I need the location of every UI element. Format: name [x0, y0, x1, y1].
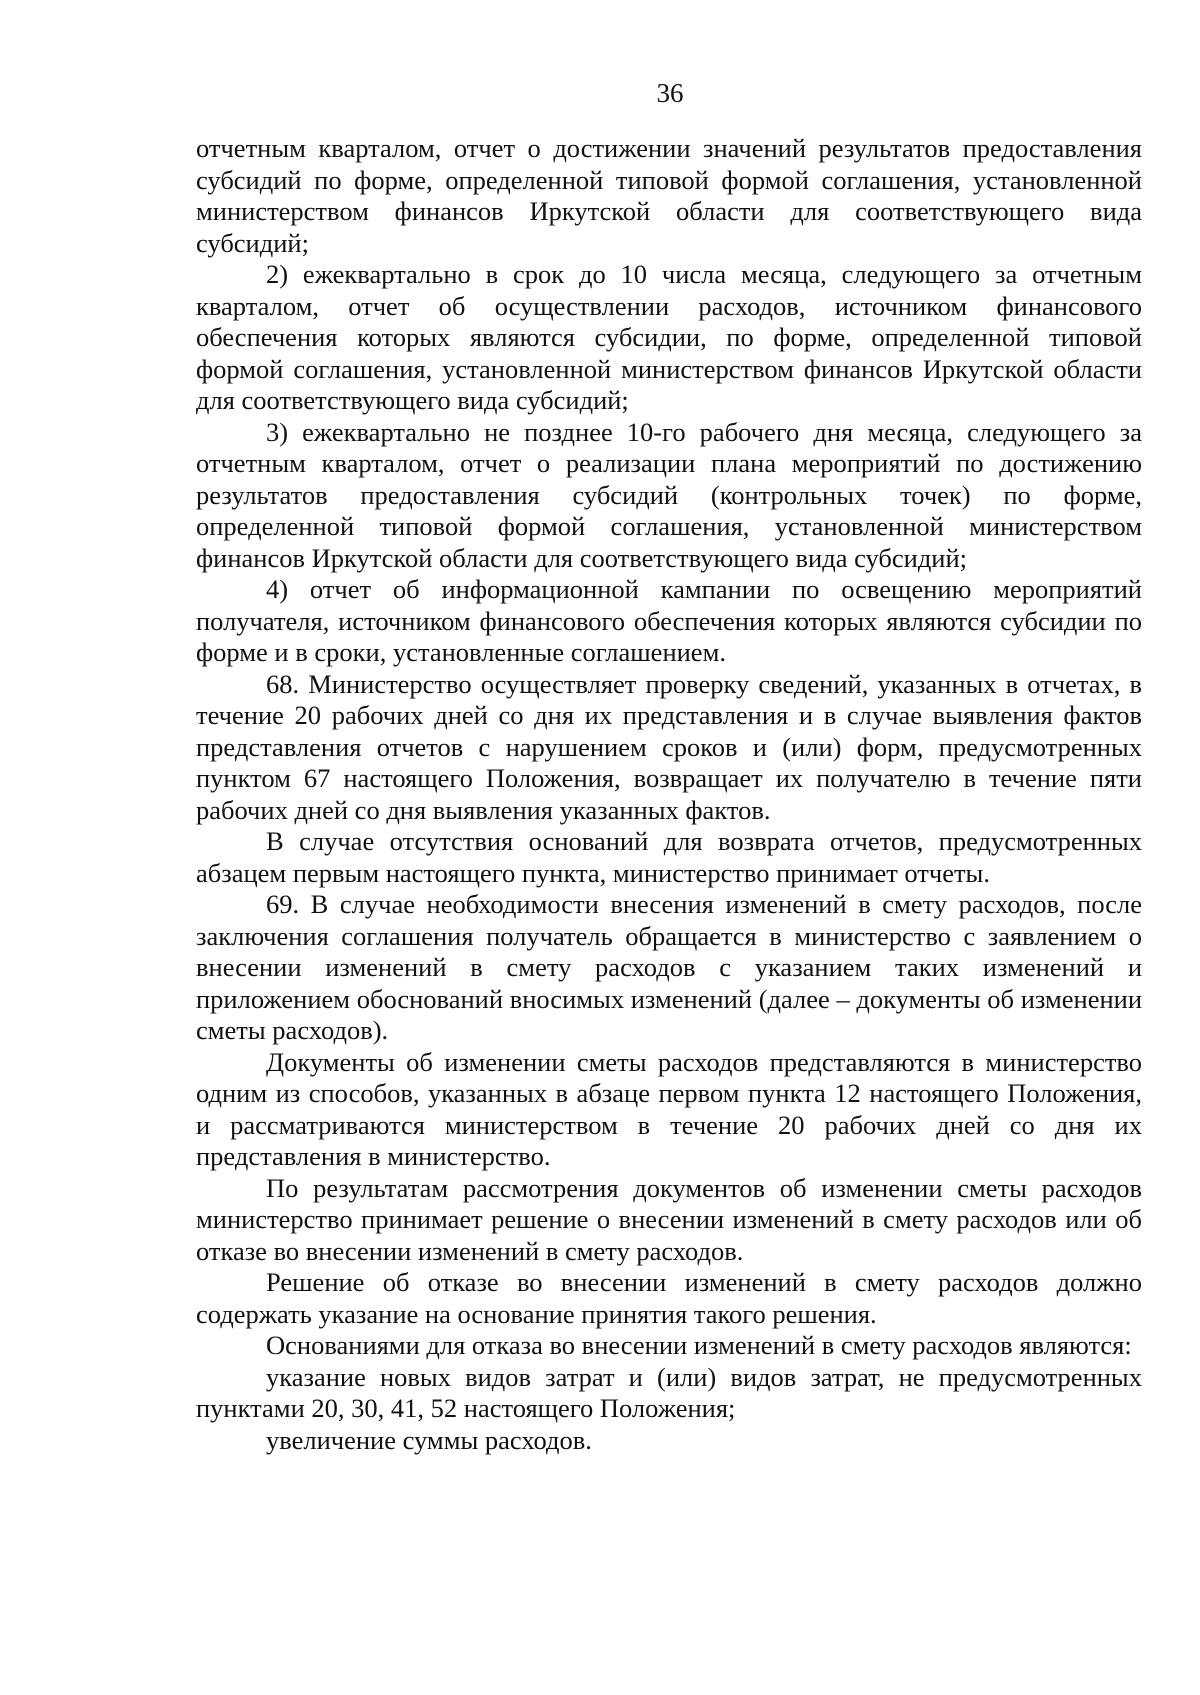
paragraph-review-results: По результатам рассмотрения документов об изменении сметы расходов министерство принимает решение о внесении изменений в смету расходов или об отказе во внесении изменений в смету расходов.	[196, 1172, 1142, 1266]
paragraph-refusal-decision: Решение об отказе во внесении изменений в смету расходов должно содержать указание на основание принятия такого решения.	[196, 1267, 1142, 1329]
paragraph-item-2: 2) ежеквартально в срок до 10 числа месяца, следующего за отчетным кварталом, отчет об осуществлении расходов, источником финансового обеспечения которых являются субсидии, по форме, определенной типовой формой соглашения, установленной министерством финансов Иркутской области для соответствующего вида субсидий;	[196, 259, 1142, 415]
paragraph-documents-review: Документы об изменении сметы расходов представляются в министерство одним из способов, указанных в абзаце первом пункта 12 настоящего Положения, и рассматриваются министерством в течение 20 рабочих дней со дня их представления в министерство.	[196, 1046, 1142, 1171]
paragraph-clause-69: 69. В случае необходимости внесения изменений в смету расходов, после заключения соглашения получатель обращается в министерство с заявлением о внесении изменений в смету расходов с указанием таких изменений и приложением обоснований вносимых изменений (далее – документы об изменении сметы расходов).	[196, 889, 1142, 1045]
paragraph-ground-increase: увеличение суммы расходов.	[266, 1424, 592, 1455]
paragraph-item-4: 4) отчет об информационной кампании по освещению мероприятий получателя, источником финансового обеспечения которых являются субсидии по форме и в сроки, установленные соглашением.	[196, 574, 1142, 667]
paragraph-continuation: отчетным кварталом, отчет о достижении значений результатов предоставления субсидий по форме, определенной типовой формой соглашения, установленной министерством финансов Иркутской области для соответствующего вида субсидий;	[196, 133, 1142, 258]
paragraph-clause-68: 68. Министерство осуществляет проверку сведений, указанных в отчетах, в течение 20 рабочих дней со дня их представления и в случае выявления фактов представления отчетов с нарушением сроков и (или) форм, предусмотренных пунктом 67 настоящего Положения, возвращает их получателю в течение пяти рабочих дней со дня выявления указанных фактов.	[196, 668, 1142, 825]
paragraph-item-3: 3) ежеквартально не позднее 10-го рабочего дня месяца, следующего за отчетным кварталом, отчет о реализации плана мероприятий по достижению результатов предоставления субсидий (контрольных точек) по форме, определенной типовой формой соглашения, установленной министерством финансов Иркутской области для соответствующего вида субсидий;	[196, 416, 1142, 573]
document-body	[196, 133, 1142, 1456]
page-number: 36	[656, 78, 684, 108]
paragraph-clause-68-second: В случае отсутствия оснований для возврата отчетов, предусмотренных абзацем первым настоящего пункта, министерство принимает отчеты.	[196, 826, 1142, 888]
paragraph-ground-new-costs: указание новых видов затрат и (или) видов затрат, не предусмотренных пунктами 20, 30, 41, 52 настоящего Положения;	[196, 1361, 1142, 1423]
paragraph-refusal-grounds: Основаниями для отказа во внесении изменений в смету расходов являются:	[266, 1330, 1132, 1360]
